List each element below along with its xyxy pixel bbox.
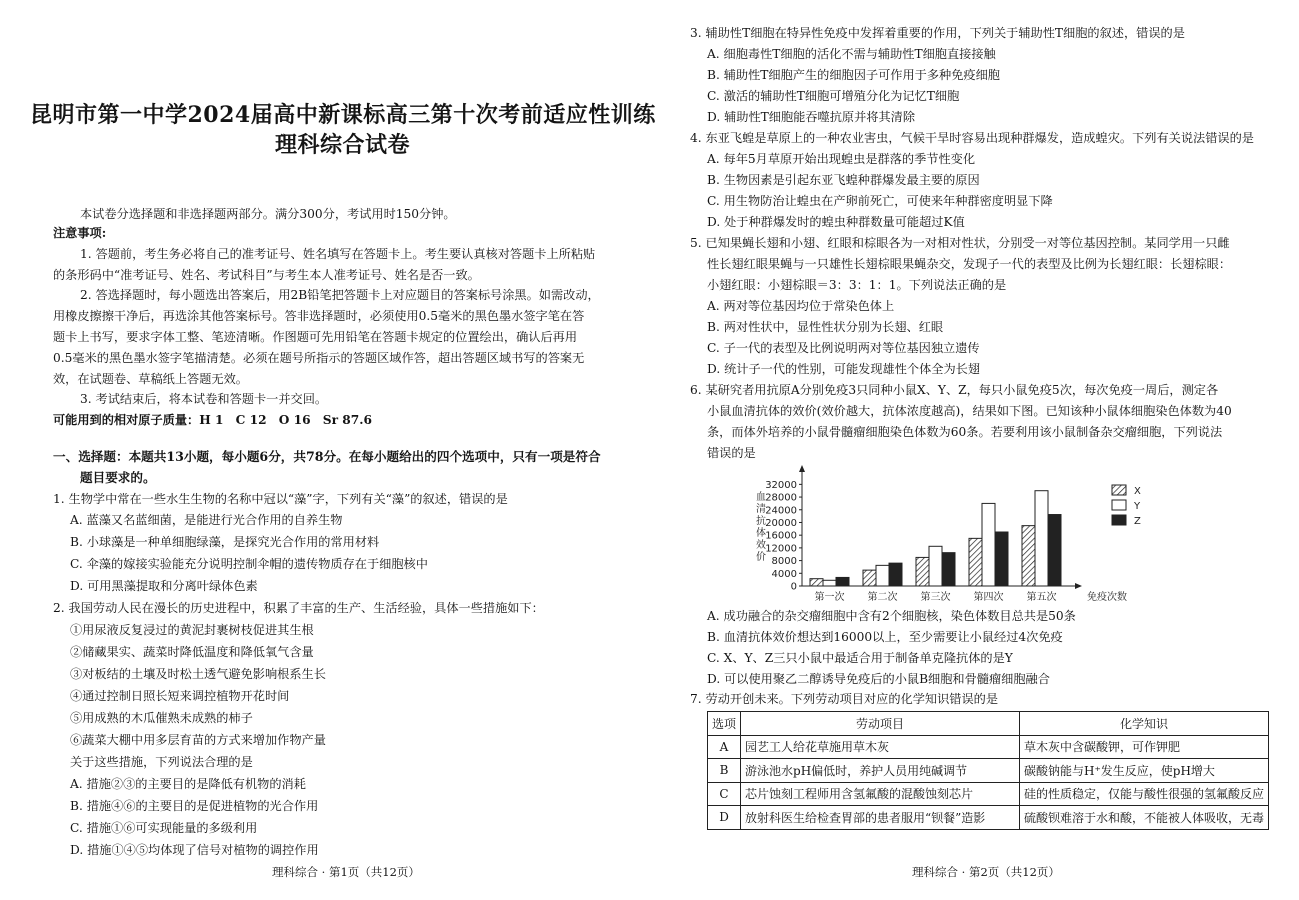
q5-option-a: A. 两对等位基因均位于常染色体上: [707, 299, 895, 313]
y-tick-label: 32000: [765, 479, 797, 491]
notice-line: 3. 考试结束后，将本试卷和答题卡一并交回。: [80, 392, 328, 406]
y-tick-label: 24000: [765, 505, 797, 517]
exam-subtitle: 理科综合试卷: [275, 132, 411, 158]
table-cell: A: [708, 735, 741, 759]
page-footer: 理科综合 · 第2页（共12页）: [912, 865, 1060, 879]
bar-X: [810, 579, 823, 586]
bar-Z: [942, 553, 955, 586]
legend-label: X: [1134, 486, 1141, 497]
bar-X: [969, 538, 982, 586]
x-tick-label: 第四次: [973, 592, 1004, 603]
table-row: [708, 735, 1269, 759]
table-header: 化学知识: [1019, 712, 1268, 736]
table-row: [708, 782, 1269, 806]
notice-line: 1. 答题前，考生务必将自己的准考证号、姓名填写在答题卡上。考生要认真核对答题卡上所粘贴: [80, 247, 596, 261]
notice-line: 的条形码中“准考证号、姓名、考试科目”与考生本人准考证号、姓名是否一致。: [53, 268, 480, 282]
question-5-stem: 5. 已知果蝇长翅和小翅、红眼和棕眼各为一对相对性状，分别受一对等位基因控制。某同学用一只雌: [690, 236, 1230, 250]
y-tick-label: 0: [790, 581, 797, 593]
table-cell: C: [708, 782, 741, 806]
exam-title: 昆明市第一中学2024届高中新课标高三第十次考前适应性训练: [30, 102, 656, 128]
table-header: 选项: [708, 712, 741, 736]
bar-X: [1022, 526, 1035, 586]
q2-item: ⑤用成熟的木瓜催熟未成熟的柿子: [70, 711, 253, 725]
q1-option-c: C. 伞藻的嫁接实验能充分说明控制伞帽的遗传物质存在于细胞核中: [70, 557, 428, 571]
table-cell: 硫酸钡难溶于水和酸，不能被人体吸收，无毒: [1019, 806, 1268, 830]
q6-option-a: A. 成功融合的杂交瘤细胞中含有2个细胞核，染色体数目总共是50条: [707, 609, 1076, 623]
table-header-row: [708, 712, 1269, 736]
q5-option-d: D. 统计子一代的性别，可能发现雄性个体全为长翅: [707, 362, 981, 376]
section-heading-cont: 题目要求的。: [80, 470, 156, 485]
table-cell: D: [708, 806, 741, 830]
section-heading: 一、选择题：本题共13小题，每小题6分，共78分。在每小题给出的四个选项中，只有一项是符合: [53, 449, 601, 464]
table-cell: 芯片蚀刻工程师用含氢氟酸的混酸蚀刻芯片: [741, 782, 1020, 806]
x-tick-label: 第三次: [920, 592, 951, 603]
q2-option-a: A. 措施②③的主要目的是降低有机物的消耗: [70, 777, 306, 791]
bar-Z: [1048, 515, 1061, 586]
question-5-stem-cont: 性长翅红眼果蝇与一只雄性长翅棕眼果蝇杂交，发现子一代的表型及比例为长翅红眼：长翅棕眼：: [707, 257, 1232, 271]
x-tick-label: 第二次: [867, 592, 898, 603]
question-4-stem: 4. 东亚飞蝗是草原上的一种农业害虫，气候干旱时容易出现种群爆发，造成蝗灾。下列有关说法错误的是: [690, 131, 1254, 145]
q6-option-c: C. X、Y、Z三只小鼠中最适合用于制备单克隆抗体的是Y: [707, 651, 1013, 665]
q2-item: ③对板结的土壤及时松土透气避免影响根系生长: [70, 667, 326, 681]
y-tick-label: 4000: [771, 568, 797, 580]
question-6-stem-cont: 条，而体外培养的小鼠骨髓瘤细胞染色体数为60条。若要利用该小鼠制备杂交瘤细胞，下列说法: [707, 425, 1223, 439]
question-6-stem-cont: 小鼠血清抗体的效价(效价越大，抗体浓度越高)，结果如下图。已知该种小鼠体细胞染色体数为40: [707, 404, 1232, 418]
bar-Z: [836, 577, 849, 586]
exam-intro: 本试卷分选择题和非选择题两部分。满分300分，考试用时150分钟。: [80, 207, 456, 221]
q2-item: ④通过控制日照长短来调控植物开花时间: [70, 689, 290, 703]
y-tick-label: 20000: [765, 517, 797, 529]
y-tick-label: 8000: [771, 556, 797, 568]
q2-item: ②储藏果实、蔬菜时降低温度和降低氧气含量: [70, 645, 314, 659]
x-tick-label: 第一次: [814, 592, 845, 603]
question-2-stem: 2. 我国劳动人民在漫长的历史进程中，积累了丰富的生产、生活经验，具体一些措施如下：: [53, 601, 544, 615]
q1-option-a: A. 蓝藻又名蓝细菌，是能进行光合作用的自养生物: [70, 513, 343, 527]
q3-option-d: D. 辅助性T细胞能吞噬抗原并将其清除: [707, 110, 916, 124]
y-axis-label: 血清抗体效价: [756, 492, 766, 563]
table-cell: 游泳池水pH偏低时，养护人员用纯碱调节: [741, 759, 1020, 783]
q2-option-b: B. 措施④⑥的主要目的是促进植物的光合作用: [70, 799, 319, 813]
legend-label: Z: [1134, 516, 1141, 527]
q4-option-d: D. 处于种群爆发时的蝗虫种群数量可能超过K值: [707, 215, 965, 229]
notice-line: 效，在试题卷、草稿纸上答题无效。: [53, 372, 248, 386]
bar-Z: [889, 563, 902, 586]
q4-option-c: C. 用生物防治让蝗虫在产卵前死亡，可使来年种群密度明显下降: [707, 194, 1053, 208]
bar-Y: [929, 546, 942, 586]
bar-Y: [876, 565, 889, 586]
legend-swatch-Z: [1112, 515, 1126, 525]
q3-option-a: A. 细胞毒性T细胞的活化不需与辅助性T细胞直接接触: [707, 47, 996, 61]
notice-line: 用橡皮擦擦干净后，再选涂其他答案标号。答非选择题时，必须使用0.5毫米的黑色墨水签字笔在答: [53, 309, 585, 323]
atomic-mass-line: 可能用到的相对原子质量：H 1 C 12 O 16 Sr 87.6: [53, 413, 372, 427]
q4-option-b: B. 生物因素是引起东亚飞蝗种群爆发最主要的原因: [707, 173, 980, 187]
antibody-titer-chart: [750, 460, 1170, 610]
page-footer: 理科综合 · 第1页（共12页）: [272, 865, 420, 879]
x-tick-label: 第五次: [1026, 592, 1057, 603]
legend-label: Y: [1134, 501, 1141, 512]
table-cell: B: [708, 759, 741, 783]
x-axis-arrow: [1075, 583, 1082, 589]
q7-table: [707, 711, 1269, 830]
table-cell: 园艺工人给花草施用草木灰: [741, 735, 1020, 759]
legend-swatch-Y: [1112, 500, 1126, 510]
question-1-stem: 1. 生物学中常在一些水生生物的名称中冠以“藻”字，下列有关“藻”的叙述，错误的是: [53, 492, 508, 506]
notice-line: 2. 答选择题时，每小题选出答案后，用2B铅笔把答题卡上对应题目的答案标号涂黑。如需改动，: [80, 288, 600, 302]
legend-swatch-X: [1112, 485, 1126, 495]
table-cell: 放射科医生给检查胃部的患者服用“钡餐”造影: [741, 806, 1020, 830]
q2-option-d: D. 措施①④⑤均体现了信号对植物的调控作用: [70, 843, 319, 857]
table-row: [708, 759, 1269, 783]
question-5-stem-cont: 小翅红眼：小翅棕眼＝3：3：1：1。下列说法正确的是: [707, 278, 1007, 292]
notice-line: 0.5毫米的黑色墨水签字笔描清楚。必须在题号所指示的答题区域作答，超出答题区域书写的答案无: [53, 351, 585, 365]
q2-option-c: C. 措施①⑥可实现能量的多级利用: [70, 821, 258, 835]
q2-ask: 关于这些措施，下列说法合理的是: [70, 755, 253, 769]
question-3-stem: 3. 辅助性T细胞在特异性免疫中发挥着重要的作用，下列关于辅助性T细胞的叙述，错误的是: [690, 26, 1185, 40]
right-page: [650, 0, 1299, 900]
bar-Y: [823, 580, 836, 586]
question-7-stem: 7. 劳动开创未来。下列劳动项目对应的化学知识错误的是: [690, 692, 999, 706]
q4-option-a: A. 每年5月草原开始出现蝗虫是群落的季节性变化: [707, 152, 976, 166]
notice-heading: 注意事项:: [53, 226, 107, 240]
y-tick-label: 28000: [765, 492, 797, 504]
notice-line: 题卡上书写，要求字体工整、笔迹清晰。作图题可先用铅笔在答题卡规定的位置绘出，确认后再用: [53, 330, 578, 344]
table-cell: 碳酸钠能与H⁺发生反应，使pH增大: [1019, 759, 1268, 783]
q1-option-d: D. 可用黑藻提取和分离叶绿体色素: [70, 579, 258, 593]
q1-option-b: B. 小球藻是一种单细胞绿藻，是探究光合作用的常用材料: [70, 535, 380, 549]
table-cell: 硅的性质稳定，仅能与酸性很强的氢氟酸反应: [1019, 782, 1268, 806]
y-tick-label: 16000: [765, 530, 797, 542]
bar-Y: [1035, 491, 1048, 586]
table-header: 劳动项目: [741, 712, 1020, 736]
q6-option-d: D. 可以使用聚乙二醇诱导免疫后的小鼠B细胞和骨髓瘤细胞融合: [707, 672, 1050, 686]
q5-option-b: B. 两对性状中，显性性状分别为长翅、红眼: [707, 320, 944, 334]
bar-Y: [982, 503, 995, 586]
table-row: [708, 806, 1269, 830]
q2-item: ⑥蔬菜大棚中用多层育苗的方式来增加作物产量: [70, 733, 326, 747]
bar-X: [863, 570, 876, 586]
q5-option-c: C. 子一代的表型及比例说明两对等位基因独立遗传: [707, 341, 980, 355]
q2-item: ①用尿液反复浸过的黄泥封裹树枝促进其生根: [70, 623, 314, 637]
table-cell: 草木灰中含碳酸钾，可作钾肥: [1019, 735, 1268, 759]
bar-Z: [995, 532, 1008, 586]
q3-option-b: B. 辅助性T细胞产生的细胞因子可作用于多种免疫细胞: [707, 68, 1000, 82]
q6-option-b: B. 血清抗体效价想达到16000以上，至少需要让小鼠经过4次免疫: [707, 630, 1063, 644]
y-tick-label: 12000: [765, 543, 797, 555]
x-axis-label: 免疫次数: [1087, 592, 1127, 603]
bar-X: [916, 557, 929, 586]
y-axis-arrow: [799, 465, 805, 472]
question-6-stem: 6. 某研究者用抗原A分别免疫3只同种小鼠X、Y、Z，每只小鼠免疫5次，每次免疫一周后，测定各: [690, 383, 1219, 397]
q3-option-c: C. 激活的辅助性T细胞可增殖分化为记忆T细胞: [707, 89, 960, 103]
question-6-stem-cont: 错误的是: [707, 446, 756, 460]
